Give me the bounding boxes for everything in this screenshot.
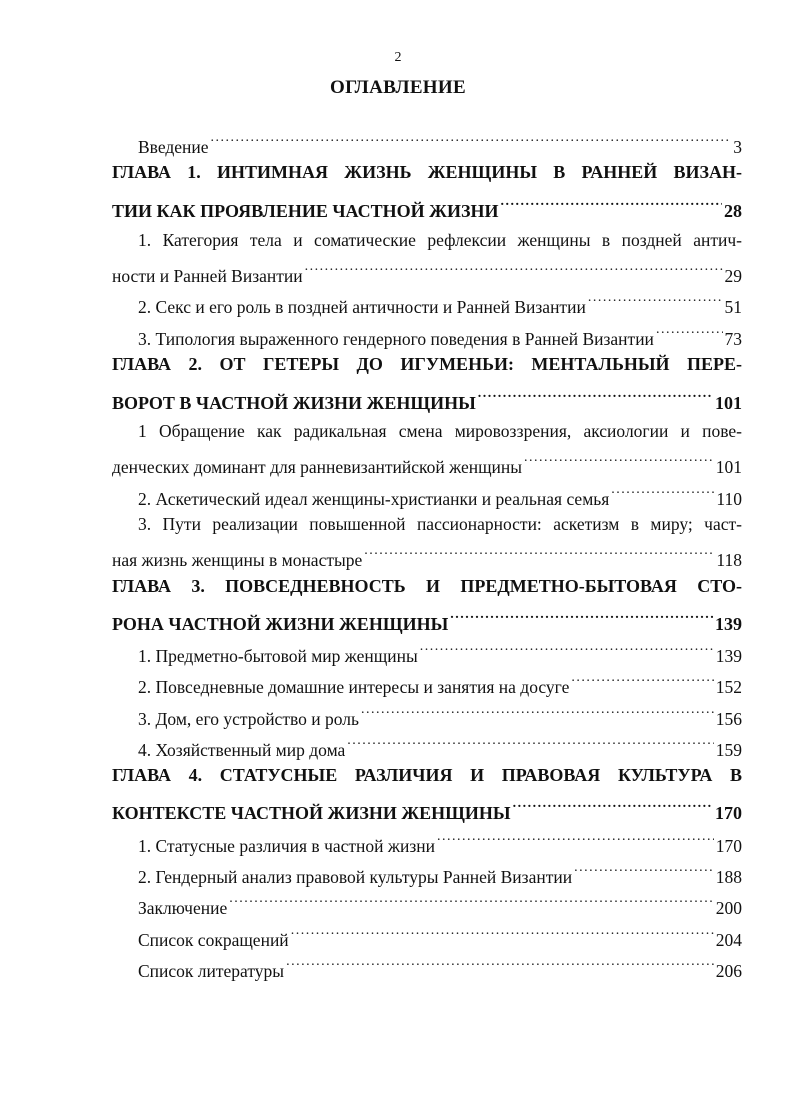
chapter-4-heading-line2[interactable]: КОНТЕКСТЕ ЧАСТНОЙ ЖИЗНИ ЖЕНЩИНЫ ..... 170 xyxy=(112,795,742,819)
section-2-3-line1[interactable]: 3. Пути реализации повышенной пассионарности: аскетизм в миру; част- xyxy=(138,514,742,534)
chapter-2-heading-line2[interactable]: ВОРОТ В ЧАСТНОЙ ЖИЗНИ ЖЕНЩИНЫ ..... 101 xyxy=(112,385,742,409)
toc-entry-literature[interactable]: Список литературы ..... 206 xyxy=(112,953,742,977)
toc-entry-intro[interactable]: Введение ..... 3 xyxy=(112,129,742,153)
section-1-3[interactable]: 3. Типология выраженного гендерного поведения в Ранней Византии ..... 73 xyxy=(112,321,742,345)
toc-entry-conclusion[interactable]: Заключение ..... 200 xyxy=(112,890,742,914)
section-3-4[interactable]: 4. Хозяйственный мир дома ..... 159 xyxy=(112,732,742,756)
section-2-3-line2[interactable]: ная жизнь женщины в монастыре ..... 118 xyxy=(112,542,742,566)
page-number: 2 xyxy=(394,50,402,65)
section-2-1-line1[interactable]: 1 Обращение как радикальная смена мировоззрения, аксиологии и пове- xyxy=(138,421,742,441)
chapter-3-heading-line1[interactable]: ГЛАВА 3. ПОВСЕДНЕВНОСТЬ И ПРЕДМЕТНО-БЫТОВАЯ СТО- xyxy=(112,576,742,596)
section-3-3[interactable]: 3. Дом, его устройство и роль ..... 156 xyxy=(112,701,742,725)
section-1-2[interactable]: 2. Секс и его роль в поздней античности и Ранней Византии ..... 51 xyxy=(112,289,742,313)
section-2-2[interactable]: 2. Аскетический идеал женщины-христианки и реальная семья ..... 110 xyxy=(112,481,742,505)
section-3-2[interactable]: 2. Повседневные домашние интересы и занятия на досуге ..... 152 xyxy=(112,669,742,693)
section-1-1-line2[interactable]: ности и Ранней Византии ..... 29 xyxy=(112,258,742,282)
page-title: ОГЛАВЛЕНИЕ xyxy=(330,77,466,98)
section-2-1-line2[interactable]: денческих доминант для ранневизантийской женщины ..... 101 xyxy=(112,449,742,473)
section-4-2[interactable]: 2. Гендерный анализ правовой культуры Ранней Византии ..... 188 xyxy=(112,859,742,883)
chapter-4-heading-line1[interactable]: ГЛАВА 4. СТАТУСНЫЕ РАЗЛИЧИЯ И ПРАВОВАЯ КУЛЬТУРА В xyxy=(112,765,742,785)
chapter-1-heading-line2[interactable]: ТИИ КАК ПРОЯВЛЕНИЕ ЧАСТНОЙ ЖИЗНИ ..... 28 xyxy=(112,193,742,217)
section-4-1[interactable]: 1. Статусные различия в частной жизни ..... 170 xyxy=(112,828,742,852)
chapter-1-heading-line1[interactable]: ГЛАВА 1. ИНТИМНАЯ ЖИЗНЬ ЖЕНЩИНЫ В РАННЕЙ ВИЗАН- xyxy=(112,162,742,182)
toc-entry-abbreviations[interactable]: Список сокращений ..... 204 xyxy=(112,922,742,946)
chapter-2-heading-line1[interactable]: ГЛАВА 2. ОТ ГЕТЕРЫ ДО ИГУМЕНЬИ: МЕНТАЛЬНЫЙ ПЕРЕ- xyxy=(112,354,742,374)
section-1-1-line1[interactable]: 1. Категория тела и соматические рефлексии женщины в поздней антич- xyxy=(138,230,742,250)
chapter-3-heading-line2[interactable]: РОНА ЧАСТНОЙ ЖИЗНИ ЖЕНЩИНЫ ..... 139 xyxy=(112,606,742,630)
section-3-1[interactable]: 1. Предметно-бытовой мир женщины ..... 139 xyxy=(112,638,742,662)
